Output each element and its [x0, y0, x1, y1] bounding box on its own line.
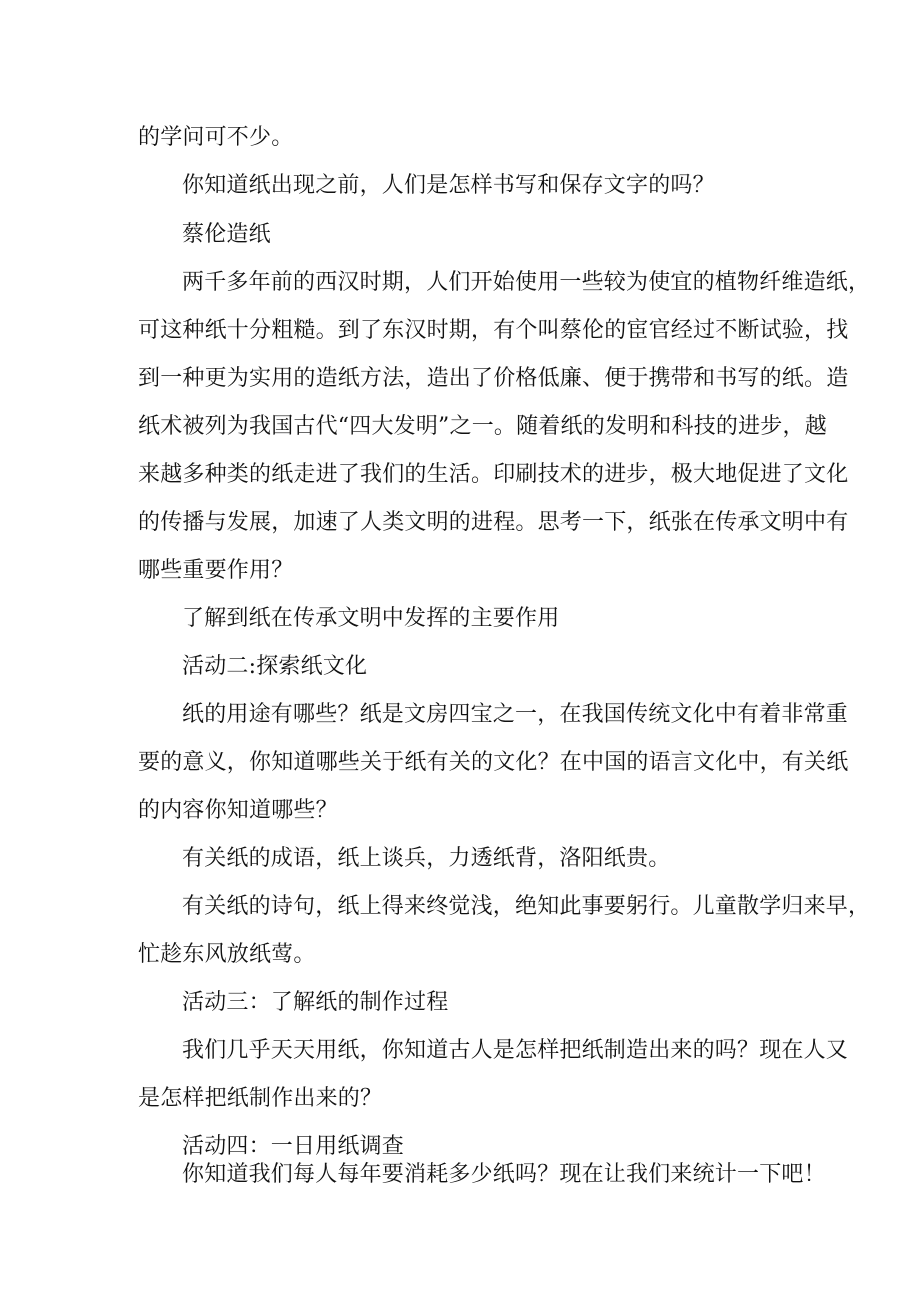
section-heading: 活动三：了解纸的制作过程 — [182, 990, 449, 1015]
text-line: 要的意义，你知道哪些关于纸有关的文化？在中国的语言文化中，有关纸 — [138, 750, 849, 775]
text-line: 到一种更为实用的造纸方法，造出了价格低廉、便于携带和书写的纸。造 — [138, 366, 849, 391]
text-line: 纸术被列为我国古代“四大发明”之一。随着纸的发明和科技的进步，越 — [138, 414, 827, 439]
section-heading: 活动四：一日用纸调查 — [182, 1134, 405, 1159]
text-line: 有关纸的诗句，纸上得来终觉浅，绝知此事要躬行。儿童散学归来早， — [182, 894, 871, 919]
text-line: 你知道我们每人每年要消耗多少纸吗？现在让我们来统计一下吧！ — [182, 1162, 826, 1187]
text-line: 你知道纸出现之前，人们是怎样书写和保存文字的吗？ — [182, 173, 715, 198]
text-line: 来越多种类的纸走进了我们的生活。印刷技术的进步，极大地促进了文化 — [138, 462, 849, 487]
text-line: 可这种纸十分粗糙。到了东汉时期，有个叫蔡伦的宦官经过不断试验，找 — [138, 318, 849, 343]
text-line: 是怎样把纸制作出来的？ — [138, 1086, 383, 1111]
text-line: 的传播与发展，加速了人类文明的进程。思考一下，纸张在传承文明中有 — [138, 510, 849, 535]
text-line: 忙趁东风放纸莺。 — [138, 942, 316, 967]
section-heading: 蔡伦造纸 — [182, 222, 271, 247]
text-line: 纸的用途有哪些？纸是文房四宝之一，在我国传统文化中有着非常重 — [182, 702, 849, 727]
text-line: 哪些重要作用？ — [138, 558, 294, 583]
section-heading: 活动二:探索纸文化 — [182, 654, 368, 679]
text-line: 我们几乎天天用纸，你知道古人是怎样把纸制造出来的吗？现在人又 — [182, 1038, 849, 1063]
text-line: 的内容你知道哪些？ — [138, 798, 338, 823]
text-line: 了解到纸在传承文明中发挥的主要作用 — [182, 606, 560, 631]
text-line: 有关纸的成语，纸上谈兵，力透纸背，洛阳纸贵。 — [182, 846, 671, 871]
text-line: 两千多年前的西汉时期，人们开始使用一些较为使宜的植物纤维造纸， — [182, 270, 871, 295]
text-line: 的学问可不少。 — [138, 125, 294, 150]
